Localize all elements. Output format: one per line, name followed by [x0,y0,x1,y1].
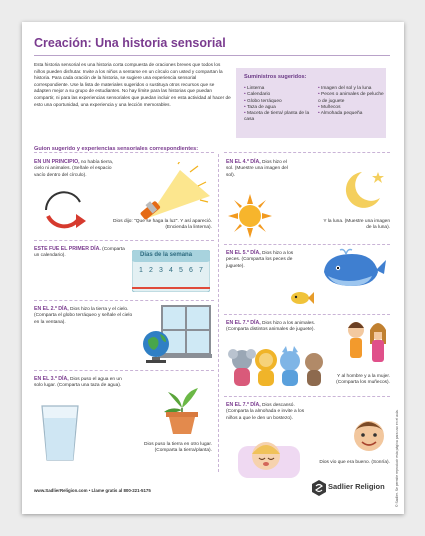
dolls-icon [342,318,392,370]
supply-item: • Muñecos [318,105,384,111]
calendar-day: 5 [179,267,183,274]
section-caption: Dios vio que era bueno. (Sonría). [319,460,390,465]
section-label: EN EL 3.º DÍA, [34,376,69,382]
section-divider [224,244,390,245]
calendar-day: 2 [149,267,153,274]
brand-name: Sadlier Religion [328,482,385,491]
toy-animals-icon [228,346,328,388]
section-divider [34,300,214,301]
sleeping-child-icon [236,434,302,480]
section-text: Dios hizo el sol. (Muestre una imagen del sol). [226,160,288,178]
supply-item: • Linterna [244,86,314,92]
calendar-day: 6 [189,267,193,274]
page-title: Creación: Una historia sensorial [34,36,226,50]
supply-item: • Taza de agua [244,105,314,111]
section-label: EN EL 5.º DÍA, [226,250,261,256]
fish-icon [290,290,314,306]
title-divider [34,55,390,56]
supplies-box [236,68,386,138]
calendar-days [137,267,205,277]
rotation-arrow-icon [40,190,90,232]
section-divider [224,314,390,315]
section-text: Dios hizo a los peces. (Comparta los peces de juguete). [226,251,294,269]
plant-pot-icon [158,382,206,434]
section-day-3 [34,376,128,390]
supply-item: • Calendario [244,92,314,98]
section-divider [34,240,214,241]
section-label: EN EL 7.º DÍA, [226,320,261,326]
section-divider [224,396,390,397]
section-caption: Dios dijo: "Que se haga la luz". Y así apareció. (Encienda la linterna). [113,219,212,231]
column-divider [218,154,219,472]
water-glass-icon [40,404,80,462]
section-text: Dios descansó. (Comparta la almohada e invite a los niños a que le den un bostezo). [226,403,305,421]
sadlier-logo-icon [312,480,326,496]
section-beginning [34,159,122,179]
supply-item: • Imagen del sol y la luna [318,86,384,92]
supply-item: • Globo terráqueo [244,99,314,105]
flashlight-icon [140,162,210,222]
calendar-icon [132,250,210,292]
section-caption: Y la luna. (Muestre una imagen de la luna). [323,219,390,231]
calendar-day: 4 [169,267,173,274]
worksheet-page [22,22,404,514]
calendar-day: 3 [159,267,163,274]
section-label: EN UN PRINCIPIO, [34,159,80,165]
section-label: ESTE FUE EL PRIMER DÍA. [34,246,101,252]
section-day-2 [34,306,134,326]
section-label: EN EL 7.º DÍA, [226,402,261,408]
smiling-face-icon [352,416,386,456]
intro-paragraph: Esta historia sensorial es una historia corta compuesta de oraciones breves que todos los niños pueden disfrutar. Invite a los niños a sentarse en un círculo con usted y compartan la historia. Para cada oración de la historia, se sugiere una experiencia sensorial correspondiente. Use la lista de materiales sugeridos o sustituya otros recursos que se adapten mejor a su grupo de estudiantes. No hay límite para las historias que puedan compartir, ni para las experiencias sensoriales que puedan incluir en esta actividad al hacer de esto una oportunidad, una experiencia y una lección memorables. [34,62,231,107]
sun-icon [228,194,272,238]
section-caption: Y al hombre y a la mujer. (Comparta los muñecos). [336,374,390,386]
calendar-title: Días de la semana [140,252,193,258]
copyright-note: © Sadlier. Se permite reproducir esta página para uso en el aula. [395,409,399,507]
supply-item: • Peces o animales de peluche o de juguete [318,92,384,105]
section-divider [224,152,390,153]
section-day-4 [226,159,292,179]
calendar-day: 7 [199,267,203,274]
whale-icon [320,248,386,290]
section-divider [34,152,214,153]
supply-item: • Almohada pequeña [318,111,384,117]
section-text: Dios puso el agua en un solo lugar. (Comparta una taza de agua). [34,377,122,389]
section-text: Dios hizo a los animales. (Comparta distintos animales de juguete). [226,321,316,333]
section-label: EN EL 4.º DÍA, [226,159,261,165]
section-day-6 [226,320,316,334]
supplies-list-2 [318,86,384,117]
section-text: no había tierra, cielo ni animales. (Señale el espacio vacío dentro del círculo). [34,160,114,178]
calendar-day: 1 [139,267,143,274]
window-globe-icon [140,304,212,366]
moon-icon [340,168,386,212]
section-text: Dios hizo la tierra y el cielo. (Comparta el globo terráqueo y señale el cielo en la ventana). [34,307,133,325]
guide-heading: Guion sugerido y experiencias sensoriales correspondientes: [34,146,199,152]
section-day-1 [34,246,128,260]
section-day-7 [226,402,312,422]
brand-logo [312,478,392,498]
section-label: EN EL 2.º DÍA, [34,306,69,312]
supplies-heading: Suministros sugeridos: [244,74,307,80]
section-divider [34,370,214,371]
section-text: (Comparta un calendario). [34,247,125,259]
section-day-5 [226,250,308,270]
footer-contact: www.SadlierReligion.com • Llame gratis al 800-221-5175 [34,488,151,493]
section-caption: Dios puso la tierra en otro lugar. (Comparta la tierra/planta). [144,442,212,454]
supplies-list-1 [244,86,314,124]
supply-item: • Maceta de tierra/ planta de la casa [244,111,314,124]
